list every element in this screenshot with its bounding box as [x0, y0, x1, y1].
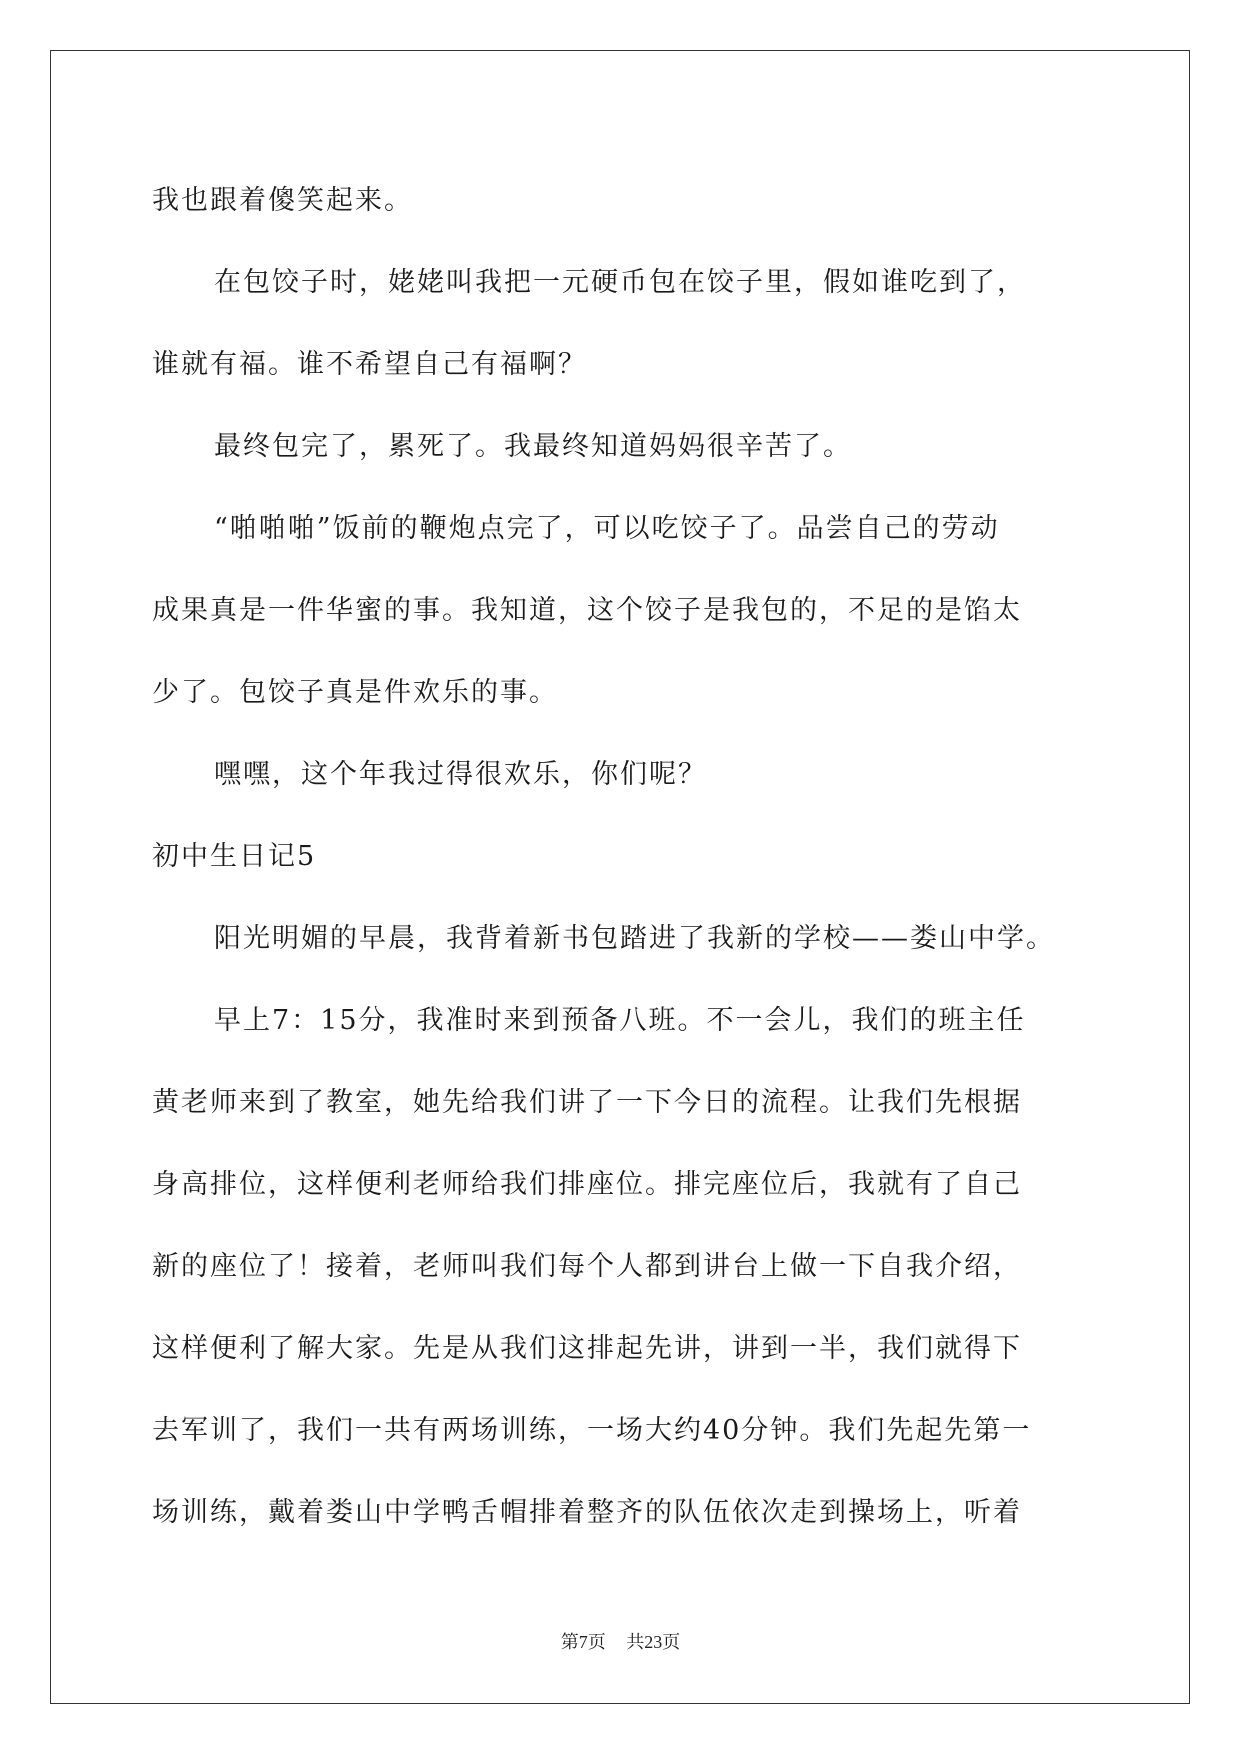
text-line: 少了。包饺子真是件欢乐的事。: [152, 677, 558, 708]
document-body: [152, 160, 1092, 1554]
text-line: 新的座位了！接着，老师叫我们每个人都到讲台上做一下自我介绍，: [152, 1251, 1022, 1282]
text-line: 在包饺子时，姥姥叫我把一元硬币包在饺子里，假如谁吃到了，: [214, 267, 1026, 298]
text-line: 成果真是一件华蜜的事。我知道，这个饺子是我包的，不足的是馅太: [152, 595, 1022, 626]
page-footer: [0, 1628, 1241, 1654]
text-line: 这样便利了解大家。先是从我们这排起先讲，讲到一半，我们就得下: [152, 1333, 1022, 1364]
text-line: 谁就有福。谁不希望自己有福啊？: [152, 349, 587, 380]
section-heading: 初中生日记5: [152, 841, 317, 872]
text-line: 去军训了，我们一共有两场训练，一场大约40分钟。我们先起先第一: [152, 1415, 1032, 1446]
text-line: 身高排位，这样便利老师给我们排座位。排完座位后，我就有了自己: [152, 1169, 1022, 1200]
text-line: “啪啪啪”饭前的鞭炮点完了，可以吃饺子了。品尝自己的劳动: [214, 513, 1000, 544]
page-number-current: 第7页: [560, 1632, 606, 1652]
text-line: 场训练，戴着娄山中学鸭舌帽排着整齐的队伍依次走到操场上，听着: [152, 1497, 1022, 1528]
text-line: 早上7：15分，我准时来到预备八班。不一会儿，我们的班主任: [214, 1005, 1026, 1036]
page-number-total: 共23页: [626, 1632, 681, 1652]
text-line: 最终包完了，累死了。我最终知道妈妈很辛苦了。: [214, 431, 852, 462]
text-line: 阳光明媚的早晨，我背着新书包踏进了我新的学校——娄山中学。: [214, 923, 1055, 954]
text-line: 我也跟着傻笑起来。: [152, 185, 413, 216]
text-line: 嘿嘿，这个年我过得很欢乐，你们呢？: [214, 759, 707, 790]
text-line: 黄老师来到了教室，她先给我们讲了一下今日的流程。让我们先根据: [152, 1087, 1022, 1118]
